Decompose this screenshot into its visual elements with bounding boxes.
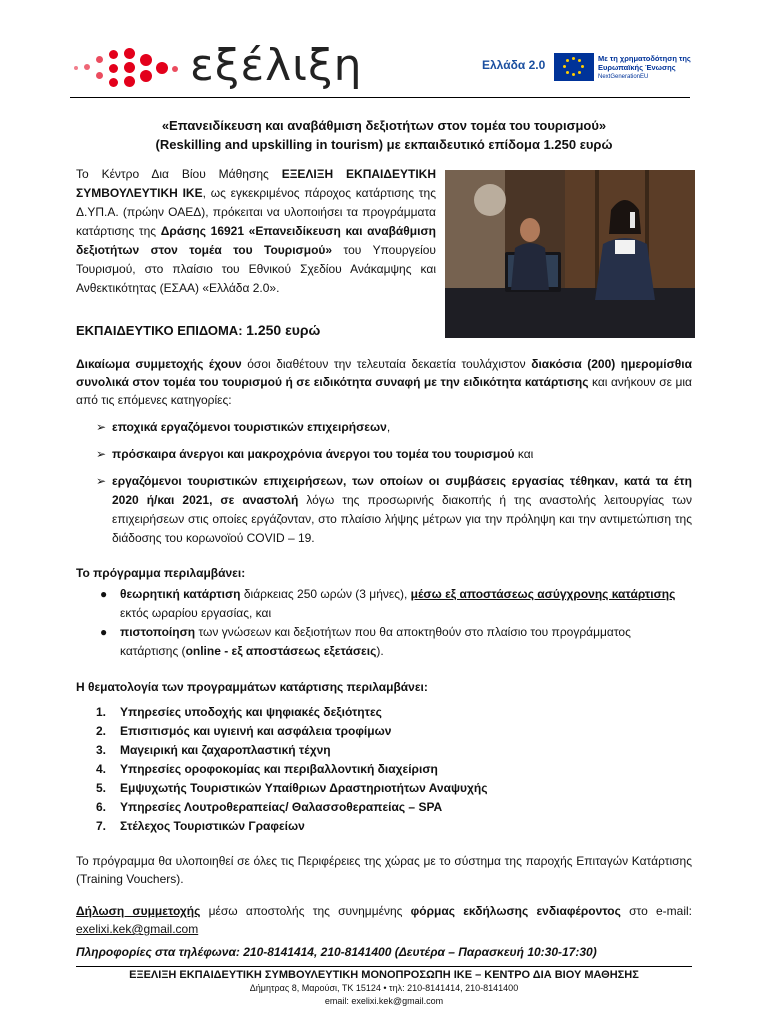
list-item: 6. Υπηρεσίες Λουτροθεραπείας/ Θαλασσοθεραπείας – SPA [96,800,443,814]
exelixi-logo [74,40,363,96]
program-heading: Το πρόγραμμα περιλαμβάνει: [76,566,246,580]
list-item: ➢ εποχικά εργαζόμενοι τουριστικών επιχειρήσεων, [76,418,692,437]
phone-info: Πληροφορίες στα τηλέφωνα: 210-8141414, 210-8141400 (Δευτέρα – Παρασκευή 10:30-17:30) [76,945,597,959]
logo-dots-icon [74,46,194,96]
greece-2-0-logo: Ελλάδα 2.0 [482,58,546,72]
email-link[interactable]: exelixi.kek@gmail.com [76,922,199,936]
funding-logos [474,50,690,86]
list-item: ➢ εργαζόμενοι τουριστικών επιχειρήσεων, των οποίων οι συμβάσεις εργασίας τέθηκαν, κατά τα έτη 2020 ή/και 2021, σε αναστολή λόγω της προσωρινής διακοπής ή της αναστολής λειτουργίας των επιχειρήσεων στις οποίες εργάζονταν, στο πλαίσιο λήψης μέτρων για την πρόληψη και την αντιμετώπιση της διάδοσης του κορωνοϊού COVID – 19. [96,474,693,545]
reception-photo [445,170,695,338]
intro-paragraph: Το Κέντρο Δια Βίου Μάθησης ΕΞΕΛΙΞΗ ΕΚΠΑΙΔΕΥΤΙΚΗ ΣΥΜΒΟΥΛΕΥΤΙΚΗ ΙΚΕ, ως εγκεκριμένος πάροχος κατάρτισης της Δ.ΥΠ.Α. (πρώην ΟΑΕΔ), πρόκειται να υλοποιήσει τα προγράμματα κατάρτισης της Δράσης 16921 «Επανειδίκευση και αναβάθμιση δεξιοτήτων στον τομέα του Τουρισμού» του Υπουργείου Τουρισμού, στο πλαίσιο του Εθνικού Σχεδίου Ανάκαμψης και Ανθεκτικότητας (ΕΣΑΑ) «Ελλάδα 2.0». [76,167,436,295]
application-paragraph: Δήλωση συμμετοχής μέσω αποστολής της συνημμένης φόρμας εκδήλωσης ενδιαφέροντος στο e-mail: exelixi.kek@gmail.com [76,904,692,936]
reception-desk-illustration [445,170,695,338]
topics-list [76,703,692,836]
list-item: ➢ πρόσκαιρα άνεργοι και μακροχρόνια άνεργοι του τομέα του τουρισμού και [76,445,692,464]
next-generation-eu-text: NextGenerationEU [598,74,649,80]
document-subtitle: (Reskilling and upskilling in tourism) με εκπαιδευτικό επίδομα 1.250 ευρώ [155,137,613,152]
logo-wordmark: εξέλιξη [190,40,363,91]
list-item: 7. Στέλεχος Τουριστικών Γραφείων [96,819,305,833]
eu-flag-icon [554,53,594,81]
list-item: ● πιστοποίηση των γνώσεων και δεξιοτήτων που θα αποκτηθούν στο πλαίσιο του προγράμματος κατάρτισης (online - εξ αποστάσεως εξετάσεις). [100,625,631,658]
list-item: ● θεωρητική κατάρτιση διάρκειας 250 ωρών (3 μήνες), μέσω εξ αποστάσεως ασύγχρονης κατάρτισης εκτός ωραρίου εργασίας, και [100,587,676,620]
arrow-bullet-icon: ➢ [96,474,107,488]
vouchers-paragraph: Το πρόγραμμα θα υλοποιηθεί σε όλες τις Περιφέρειες της χώρας με το σύστημα της παροχής Επιταγών Κατάρτισης (Training Vouchers). [76,854,692,886]
footer-address: Δήμητρας 8, Μαρούσι, ΤΚ 15124 • τηλ: 210-8141414, 210-8141400 [249,983,519,993]
eligibility-paragraph: Δικαίωμα συμμετοχής έχουν όσοι διαθέτουν την τελευταία δεκαετία τουλάχιστον διακόσια (200) ημερομίσθια συνολικά στον τομέα του τουρισμού ή σε ειδικότητα συναφή με την ειδικότητα κατάρτισης και ανήκουν σε μια από τις επόμενες κατηγορίες: [76,357,692,407]
list-item: 3. Μαγειρική και ζαχαροπλαστική τέχνη [96,743,331,757]
allowance-heading: ΕΚΠΑΙΔΕΥΤΙΚΟ ΕΠΙΔΟΜΑ: 1.250 ευρώ [76,322,321,338]
list-item: 4. Υπηρεσίες οροφοκομίας και περιβαλλοντική διαχείριση [96,762,438,776]
list-item: 2. Επισιτισμός και υγιεινή και ασφάλεια τροφίμων [96,724,392,738]
arrow-bullet-icon: ➢ [96,420,107,434]
footer-divider [76,966,692,967]
footer-company: ΕΞΕΛΙΞΗ ΕΚΠΑΙΔΕΥΤΙΚΗ ΣΥΜΒΟΥΛΕΥΤΙΚΗ ΜΟΝΟΠΡΟΣΩΠΗ ΙΚΕ – ΚΕΝΤΡΟ ΔΙΑ ΒΙΟΥ ΜΑΘΗΣΗΣ [129,969,639,981]
footer-email: email: exelixi.kek@gmail.com [324,996,444,1006]
eu-funding-text: Με τη χρηματοδότηση της Ευρωπαϊκής Ένωσης [598,54,691,72]
arrow-bullet-icon: ➢ [96,447,107,461]
list-item: 5. Εμψυχωτής Τουριστικών Υπαίθριων Δραστηριοτήτων Αναψυχής [96,781,488,795]
eligibility-list [76,418,692,556]
topics-heading: Η θεματολογία των προγραμμάτων κατάρτισης περιλαμβάνει: [76,680,428,694]
program-list [76,585,692,661]
bullet-icon: ● [100,625,108,639]
header-divider [70,97,690,98]
bullet-icon: ● [100,587,108,601]
document-title: «Επανειδίκευση και αναβάθμιση δεξιοτήτων στον τομέα του τουρισμού» [161,118,607,133]
list-item: 1. Υπηρεσίες υποδοχής και ψηφιακές δεξιότητες [96,705,382,719]
